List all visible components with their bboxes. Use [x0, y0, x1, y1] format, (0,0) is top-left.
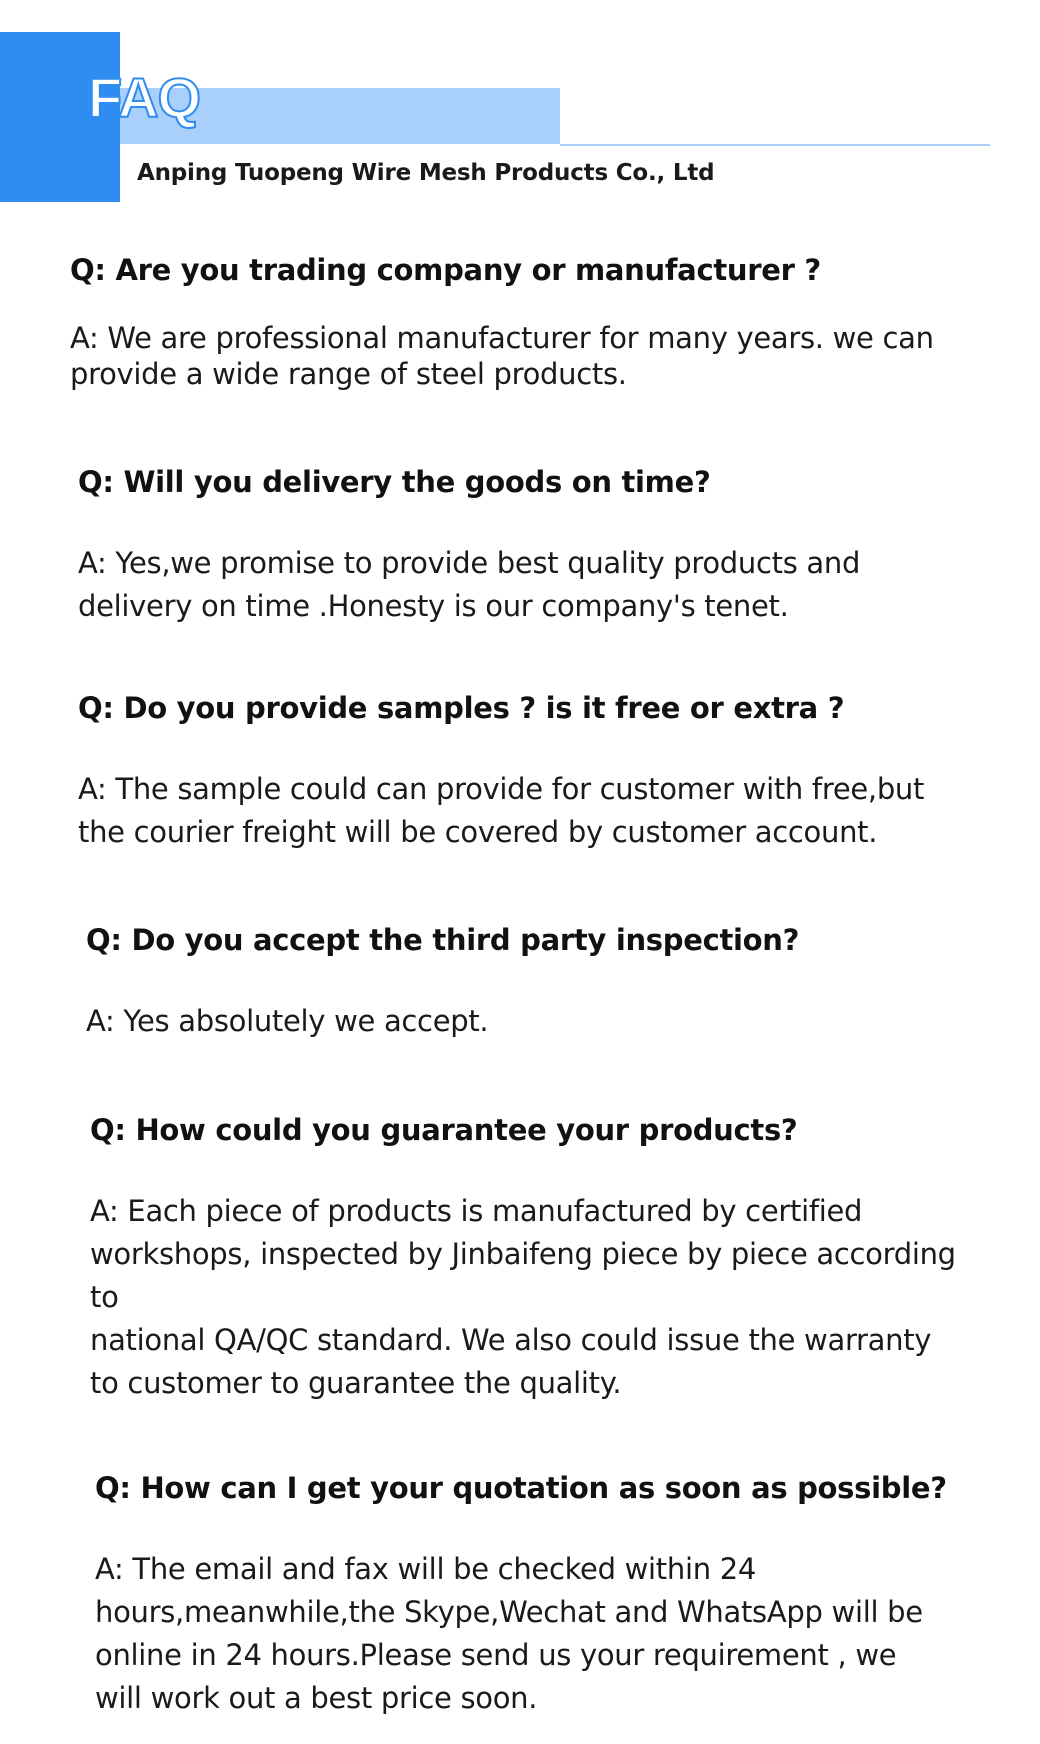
- answer-line: workshops, inspected by Jinbaifeng piece by piece according: [90, 1237, 956, 1271]
- faq-answer: [86, 1000, 1006, 1043]
- answer-line: A: Yes absolutely we accept.: [86, 1004, 489, 1038]
- company-name: Anping Tuopeng Wire Mesh Products Co., Ltd: [137, 160, 715, 186]
- faq-question: Q: How could you guarantee your products?: [90, 1113, 798, 1147]
- faq-item-1: [70, 250, 990, 392]
- faq-item-2: [78, 462, 998, 628]
- faq-question: Q: Do you accept the third party inspection?: [86, 923, 800, 957]
- faq-answer: [78, 542, 998, 628]
- faq-answer: [78, 768, 998, 854]
- faq-question: Q: Will you delivery the goods on time?: [78, 465, 711, 499]
- answer-line: A: The email and fax will be checked within 24: [95, 1552, 757, 1586]
- faq-item-4: [86, 920, 1006, 1043]
- faq-item-5: [90, 1110, 1010, 1405]
- answer-line: the courier freight will be covered by customer account.: [78, 815, 878, 849]
- header-divider-line: [560, 144, 990, 146]
- faq-title: FAQ: [88, 66, 201, 129]
- faq-answer: [95, 1548, 1015, 1720]
- faq-question: Q: Do you provide samples ? is it free or extra ?: [78, 691, 845, 725]
- faq-header: [0, 0, 1040, 210]
- faq-question: Q: Are you trading company or manufacturer ?: [70, 253, 821, 287]
- answer-line: online in 24 hours.Please send us your requirement , we: [95, 1638, 897, 1672]
- answer-line: A: Each piece of products is manufactured by certified: [90, 1194, 863, 1228]
- faq-item-6: [95, 1468, 1015, 1720]
- answer-line: will work out a best price soon.: [95, 1681, 538, 1715]
- faq-answer: [90, 1190, 1010, 1405]
- faq-question: Q: How can I get your quotation as soon as possible?: [95, 1471, 947, 1505]
- answer-line: hours,meanwhile,the Skype,Wechat and WhatsApp will be: [95, 1595, 923, 1629]
- faq-answer: [70, 320, 990, 392]
- answer-line: delivery on time .Honesty is our company's tenet.: [78, 589, 789, 623]
- faq-item-3: [78, 688, 998, 854]
- answer-line: A: We are professional manufacturer for many years. we can: [70, 321, 934, 355]
- answer-line: A: Yes,we promise to provide best quality products and: [78, 546, 861, 580]
- answer-line: provide a wide range of steel products.: [70, 357, 627, 391]
- answer-line: national QA/QC standard. We also could issue the warranty: [90, 1323, 932, 1357]
- answer-line: to: [90, 1280, 119, 1314]
- answer-line: to customer to guarantee the quality.: [90, 1366, 622, 1400]
- answer-line: A: The sample could can provide for customer with free,but: [78, 772, 925, 806]
